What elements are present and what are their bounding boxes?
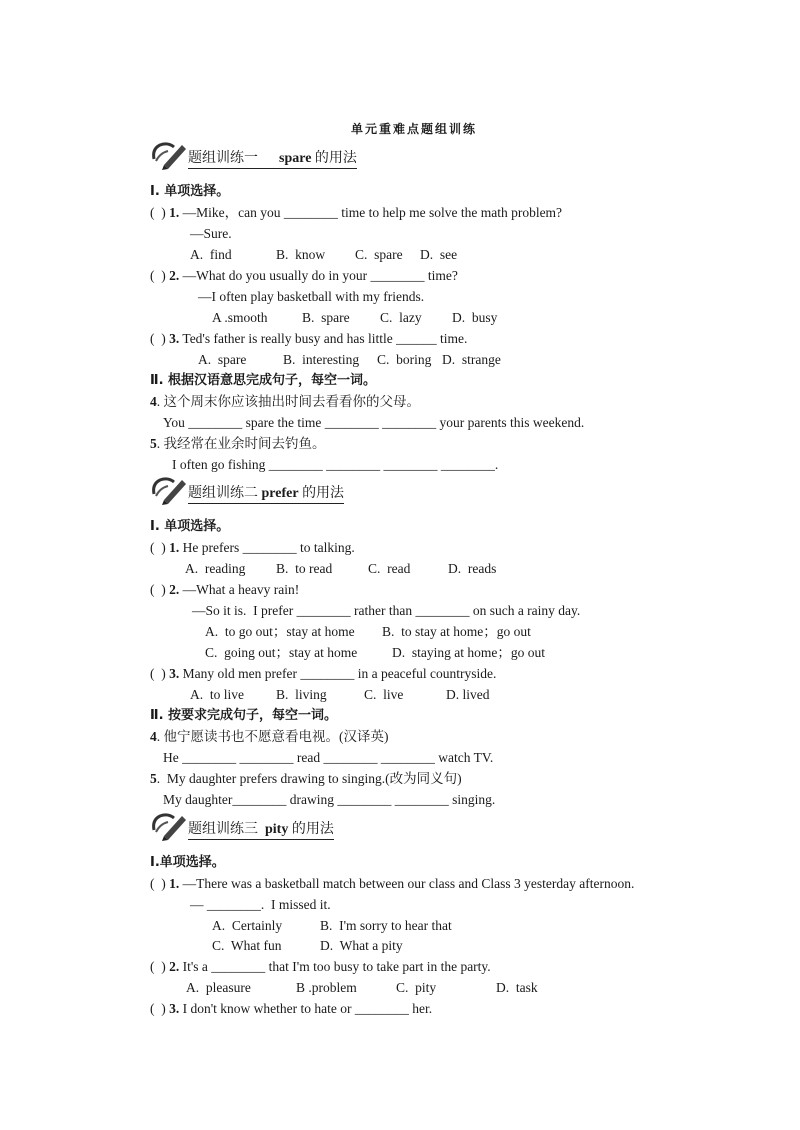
option: A. reading [185,561,246,576]
question-1: ( ) 1. He prefers ________ to talking. [150,540,355,555]
option: C. spare [355,247,403,262]
option: B. interesting [283,352,360,367]
option: A. to live [190,687,244,702]
group-header-label: 题组训练三 pity 的用法 [188,821,334,840]
group-header-prefer [150,474,450,506]
question-line: —I often play basketball with my friends. [198,289,425,304]
pen-icon [150,139,188,171]
answer-paren: ( ) [150,582,166,597]
section-heading: Ⅱ. 按要求完成句子，每空一词。 [150,708,338,723]
question-line: — ________. I missed it. [190,897,331,912]
option: B. know [276,247,326,262]
option: B. I'm sorry to hear that [320,918,452,933]
answer-paren: ( ) [150,666,166,681]
answer-line: You ________ spare the time ________ ________ your parents this weekend. [163,415,585,430]
option: D. busy [452,310,498,325]
question-2: ( ) 2. —What do you usually do in your ________ time? [150,268,458,283]
page-title: 单元重难点题组训练 [351,122,478,136]
option: D. What a pity [320,938,403,953]
group-header-label: 题组训练一 spare 的用法 [188,150,357,169]
section-heading: Ⅰ. 单项选择。 [150,184,230,199]
option: C. boring [377,352,432,367]
option: A. find [190,247,232,262]
option: A. pleasure [186,980,251,995]
answer-line: My daughter________ drawing ________ ________ singing. [163,792,496,807]
answer-paren: ( ) [150,205,166,220]
question-1: ( ) 1. —There was a basketball match between our class and Class 3 yesterday afternoon. [150,876,635,891]
question-line: —Sure. [190,226,232,241]
option: D. lived [446,687,490,702]
question-2: ( ) 2. It's a ________ that I'm too busy to take part in the party. [150,959,491,974]
group-header-spare [150,139,450,171]
pen-icon [150,810,188,842]
rewrite-item-4: 4. 他宁愿读书也不愿意看电视。(汉译英) [150,729,389,744]
option: A. to go out；stay at home [205,624,355,639]
answer-line: I often go fishing ________ ________ ________ ________. [172,457,499,472]
option: B .problem [296,980,357,995]
question-2: ( ) 2. —What a heavy rain! [150,582,300,597]
option: D. reads [448,561,497,576]
option: A. Certainly [212,918,283,933]
translation-item-4: 4. 这个周末你应该抽出时间去看看你的父母。 [150,394,420,409]
answer-paren: ( ) [150,540,166,555]
answer-paren: ( ) [150,959,166,974]
translation-item-5: 5. 我经常在业余时间去钓鱼。 [150,436,326,451]
option: B. to stay at home；go out [382,624,531,639]
answer-paren: ( ) [150,876,166,891]
answer-paren: ( ) [150,1001,166,1016]
answer-line: He ________ ________ read ________ ________ watch TV. [163,750,494,765]
group-header-label: 题组训练二 prefer 的用法 [188,485,344,504]
option: D. staying at home；go out [392,645,545,660]
section-heading: Ⅰ. 单项选择。 [150,519,230,534]
answer-paren: ( ) [150,268,166,283]
group-header-pity [150,810,450,842]
question-3: ( ) 3. Ted's father is really busy and has little ______ time. [150,331,468,346]
section-heading: Ⅰ.单项选择。 [150,855,225,870]
question-3: ( ) 3. Many old men prefer ________ in a peaceful countryside. [150,666,497,681]
pen-icon [150,474,188,506]
question-line: —So it is. I prefer ________ rather than ________ on such a rainy day. [192,603,581,618]
option: C. read [368,561,411,576]
option: C. lazy [380,310,422,325]
rewrite-item-5: 5. My daughter prefers drawing to singing.(改为同义句) [150,771,462,786]
answer-paren: ( ) [150,331,166,346]
option: D. see [420,247,458,262]
option: C. What fun [212,938,282,953]
option: B. spare [302,310,350,325]
option: C. live [364,687,404,702]
section-heading: Ⅱ. 根据汉语意思完成句子，每空一词。 [150,373,377,388]
question-1: ( ) 1. —Mike，can you ________ time to help me solve the math problem? [150,205,563,220]
option: B. living [276,687,327,702]
option: C. pity [396,980,437,995]
option: A .smooth [212,310,268,325]
option: A. spare [198,352,247,367]
option: B. to read [276,561,333,576]
option: C. going out；stay at home [205,645,358,660]
option: D. strange [442,352,501,367]
option: D. task [496,980,538,995]
question-3: ( ) 3. I don't know whether to hate or ________ her. [150,1001,433,1016]
